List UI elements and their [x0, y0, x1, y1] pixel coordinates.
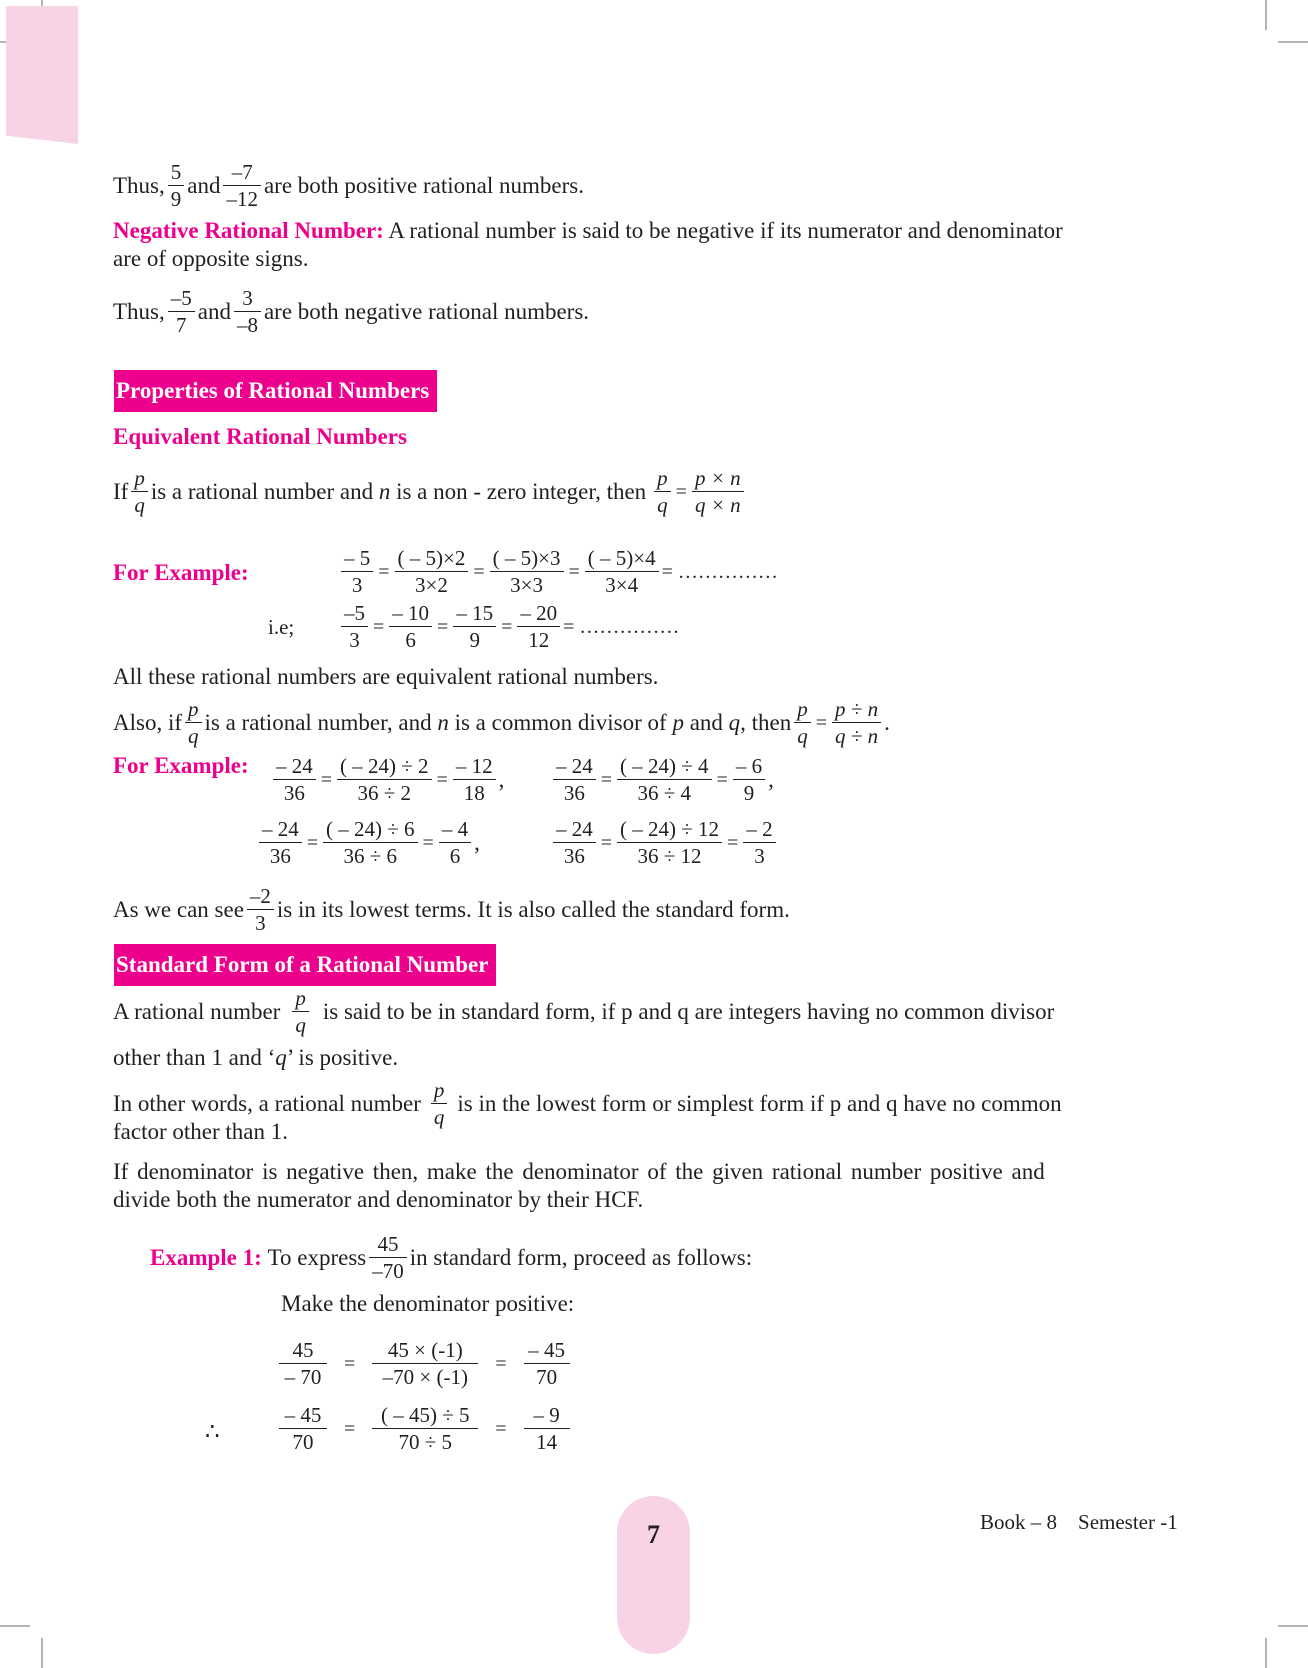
- page-number-badge: [617, 1496, 690, 1654]
- fraction: $\frac{( - 45) \div 5}{70 \div 5}$: [372, 1403, 478, 1454]
- fraction: $\frac{- 10}{6}$: [389, 601, 432, 652]
- fraction: $\frac{-7}{-12}$: [223, 160, 261, 211]
- semester-label: Semester -1: [1078, 1510, 1178, 1534]
- fraction: $\frac{- 4}{6}$: [439, 817, 471, 868]
- fraction: $\frac{45}{- 70}$: [279, 1338, 327, 1389]
- footer-book-info: [980, 1508, 1178, 1536]
- text: is said to be in standard form, if p and q are integers having no common divisor: [322, 998, 1055, 1024]
- equivalence-note: All these rational numbers are equivalent rational numbers.: [113, 664, 659, 689]
- negative-example-line: [113, 286, 589, 337]
- fraction: $\frac{( - 24) \div 6}{36 \div 6}$: [323, 817, 418, 868]
- comma: ,: [768, 766, 774, 792]
- fraction: $\frac{( - 24) \div 12}{36 \div 12}$: [617, 817, 722, 868]
- standard-definition: [113, 986, 1054, 1037]
- fraction: $\frac{( - 5)\times 3}{3\times 3}$: [490, 546, 564, 597]
- section-heading: Properties of Rational Numbers: [114, 370, 437, 412]
- book-label: Book – 8: [980, 1510, 1058, 1534]
- text: and: [689, 709, 723, 735]
- example-division-row: [270, 754, 504, 805]
- text: .: [884, 709, 890, 735]
- example-label: For Example:: [113, 560, 249, 585]
- equals: =: [716, 768, 728, 791]
- example1-label: Example 1:: [150, 1244, 262, 1270]
- text: To express: [267, 1244, 367, 1270]
- equals: =: [495, 1352, 507, 1375]
- equals: =: [600, 831, 613, 854]
- fraction: $\frac{( - 24) \div 4}{36 \div 4}$: [617, 754, 712, 805]
- crop-mark: [1278, 41, 1308, 43]
- fraction: $\frac{p}{q}$: [431, 1078, 448, 1129]
- equals: =: [436, 768, 448, 791]
- fraction: $\frac{p}{q}$: [654, 466, 671, 517]
- fraction: $\frac{p \div n}{q \div n}$: [832, 697, 881, 748]
- subheading: Equivalent Rational Numbers: [113, 424, 407, 449]
- fraction: $\frac{p}{q}$: [131, 466, 148, 517]
- fraction: $\frac{-5}{7}$: [168, 286, 195, 337]
- equals: =: [495, 1417, 507, 1440]
- example-ie: [338, 601, 679, 652]
- fraction: $\frac{( - 5)\times 2}{3\times 2}$: [395, 546, 469, 597]
- example-label: For Example:: [113, 753, 249, 778]
- text: other than 1 and ‘: [113, 1045, 276, 1070]
- standard-definition-cont: [113, 1044, 398, 1072]
- comma: ,: [474, 829, 480, 855]
- fraction: $\frac{45}{-70}$: [369, 1232, 407, 1283]
- fraction: $\frac{- 5}{3}$: [341, 546, 373, 597]
- text: is in its lowest terms. It is also called the standard form.: [276, 896, 790, 922]
- lowest-terms-line: [113, 884, 790, 935]
- text: then: [751, 709, 792, 735]
- text: in standard form, proceed as follows:: [409, 1244, 753, 1270]
- fraction: $\frac{- 2}{3}$: [743, 817, 775, 868]
- example-division-row: [550, 754, 774, 805]
- crop-mark: [0, 1625, 30, 1627]
- equivalence-rule: [113, 466, 747, 517]
- fraction: $\frac{5}{9}$: [168, 160, 185, 211]
- text: is a rational number, and: [204, 709, 432, 735]
- variable: n: [437, 709, 449, 735]
- text: is a common divisor of: [454, 709, 667, 735]
- fraction: $\frac{- 45}{70}$: [279, 1403, 327, 1454]
- fraction: $\frac{3}{-8}$: [234, 286, 261, 337]
- divisor-rule: [113, 697, 890, 748]
- fraction: $\frac{- 20}{12}$: [517, 601, 560, 652]
- text: A rational number: [113, 998, 281, 1024]
- fraction: $\frac{( - 24) \div 2}{36 \div 2}$: [337, 754, 432, 805]
- chapter-tab: [6, 6, 78, 144]
- equals: =: [727, 831, 739, 854]
- text: Thus,: [113, 298, 165, 324]
- equals: =: [344, 1352, 356, 1375]
- term-label: Negative Rational Number:: [113, 218, 384, 243]
- variable: n: [378, 478, 391, 504]
- crop-mark: [1265, 1638, 1267, 1668]
- fraction: $\frac{- 9}{14}$: [524, 1403, 570, 1454]
- text: and: [187, 172, 221, 198]
- ellipsis: = ……………: [563, 615, 680, 638]
- other-words-cont: factor other than 1.: [113, 1119, 288, 1144]
- fraction: $\frac{- 15}{9}$: [453, 601, 496, 652]
- text: is a rational number and: [150, 478, 374, 504]
- crop-mark: [41, 1638, 43, 1668]
- negative-definition: [113, 217, 1063, 245]
- equals: =: [344, 1417, 356, 1440]
- equals: =: [675, 480, 687, 503]
- fraction: $\frac{- 45}{70}$: [524, 1338, 570, 1389]
- example1-row: [276, 1403, 573, 1454]
- negative-denominator-cont: divide both the numerator and denominator by their HCF.: [113, 1187, 644, 1212]
- example-division-row: [256, 817, 480, 868]
- text: As we can see: [113, 896, 244, 922]
- negative-definition-cont: are of opposite signs.: [113, 246, 309, 271]
- equals: =: [437, 615, 449, 638]
- therefore-symbol: ∴: [205, 1419, 220, 1444]
- fraction: $\frac{- 24}{36}$: [259, 817, 302, 868]
- fraction: $\frac{p}{q}$: [292, 986, 309, 1037]
- equals: =: [600, 768, 613, 791]
- section-heading: Standard Form of a Rational Number: [114, 944, 496, 986]
- equals: =: [568, 560, 580, 583]
- fraction: $\frac{- 12}{18}$: [453, 754, 496, 805]
- crop-mark: [1278, 1625, 1308, 1627]
- text: If: [113, 478, 129, 504]
- equals: =: [501, 615, 513, 638]
- fraction: $\frac{- 6}{9}$: [733, 754, 765, 805]
- equals: =: [815, 711, 828, 734]
- equals: =: [378, 560, 390, 583]
- text: Thus,: [113, 172, 165, 198]
- equals: =: [473, 560, 485, 583]
- negative-denominator-line: If denominator is negative then, make the denominator of the given rational number positive and: [113, 1159, 1045, 1184]
- text: are both positive rational numbers.: [263, 172, 584, 198]
- text: In other words, a rational number: [113, 1090, 421, 1116]
- fraction: $\frac{p \times n}{q \times n}$: [692, 466, 744, 517]
- variable: p: [672, 709, 684, 735]
- example-multiplication: [338, 546, 778, 597]
- text: is in the lowest form or simplest form if p and q have no common: [457, 1090, 1062, 1116]
- page-number: 7: [647, 1520, 660, 1549]
- fraction: $\frac{( - 5)\times 4}{3\times 4}$: [585, 546, 659, 597]
- text: and: [197, 298, 231, 324]
- equals: =: [306, 831, 319, 854]
- ie-label: i.e;: [268, 615, 295, 639]
- fraction: $\frac{-5}{3}$: [341, 601, 368, 652]
- ellipsis: = ……………: [661, 560, 778, 583]
- fraction: $\frac{-2}{3}$: [247, 884, 274, 935]
- crop-mark: [1265, 0, 1267, 30]
- text: ’ is positive.: [286, 1045, 399, 1070]
- example1-step: Make the denominator positive:: [281, 1291, 575, 1316]
- text: Also, if: [113, 709, 182, 735]
- fraction: $\frac{- 24}{36}$: [273, 754, 316, 805]
- fraction: $\frac{p}{q}$: [794, 697, 811, 748]
- example-division-row: [550, 817, 779, 868]
- positive-example-line: [113, 160, 584, 211]
- variable: q,: [728, 709, 746, 735]
- fraction: $\frac{- 24}{36}$: [553, 754, 596, 805]
- fraction: $\frac{- 24}{36}$: [553, 817, 596, 868]
- equals: =: [373, 615, 385, 638]
- variable: q: [275, 1045, 287, 1070]
- comma: ,: [498, 766, 505, 792]
- text: are both negative rational numbers.: [263, 298, 590, 324]
- fraction: $\frac{45 \times (-1)}{-70 \times (-1)}$: [372, 1338, 478, 1389]
- text: is a non - zero integer, then: [396, 478, 647, 504]
- text: A rational number is said to be negative if its numerator and denominator: [388, 218, 1063, 243]
- example1-line: [150, 1232, 752, 1283]
- fraction: $\frac{p}{q}$: [185, 697, 202, 748]
- example1-row: [276, 1338, 573, 1389]
- equals: =: [320, 768, 333, 791]
- equals: =: [422, 831, 434, 854]
